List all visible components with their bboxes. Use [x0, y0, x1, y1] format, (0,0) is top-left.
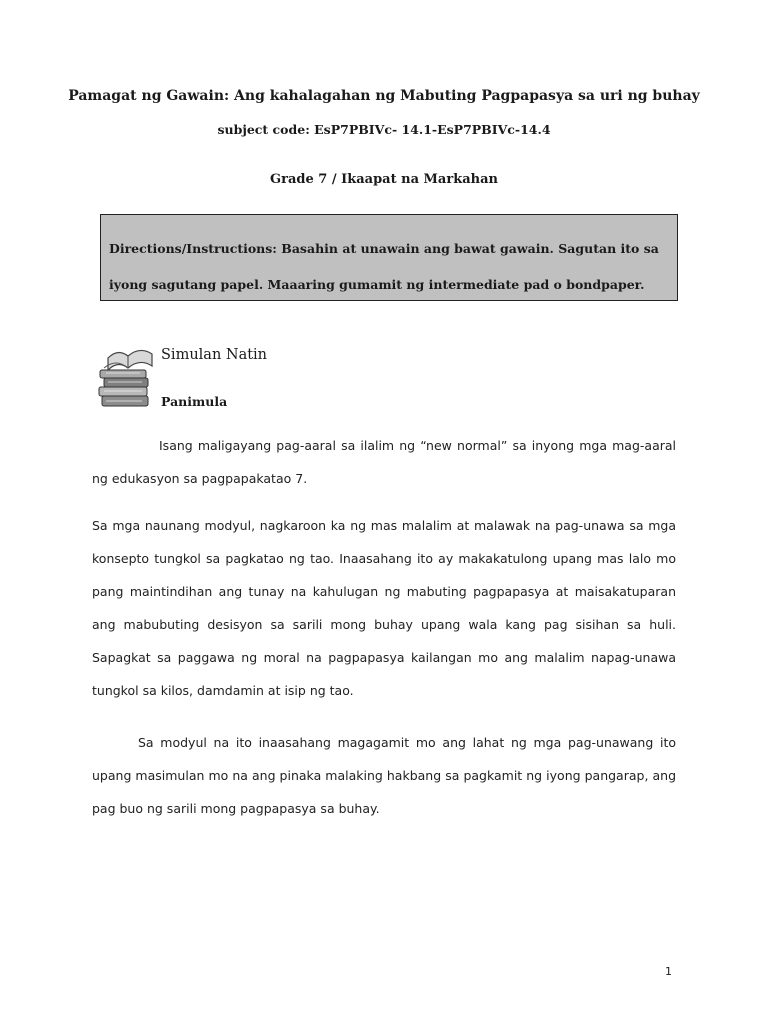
document-title: Pamagat ng Gawain: Ang kahalagahan ng Mabuting Pagpapasya sa uri ng buhay — [68, 88, 700, 104]
paragraph: Isang maligayang pag-aaral sa ilalim ng “new normal” sa inyong mga mag-aaral ng edukasyon sa pagpapakatao 7. — [92, 438, 676, 486]
section-title: Simulan Natin — [161, 347, 268, 363]
subject-code: subject code: EsP7PBIVc- 14.1-EsP7PBIVc-14.4 — [217, 122, 551, 137]
section-subtitle: Panimula — [161, 394, 228, 409]
books-icon — [96, 346, 158, 410]
paragraph: Sa modyul na ito inaasahang magagamit mo ang lahat ng mga pag-unawang ito upang masimulan mo na ang pinaka malaking hakbang sa pagkamit ng iyong pangarap, ang pag buo ng sarili mong pagpapasya sa buhay. — [92, 735, 676, 816]
paragraph: Sa mga naunang modyul, nagkaroon ka ng mas malalim at malawak na pag-unawa sa mga konsepto tungkol sa pagkatao ng tao. Inaasahang ito ay makakatulong upang mas lalo mo pang maintindihan ang tunay na kahulugan ng mabuting pagpapasya at maisakatuparan ang mabubuting desisyon sa sarili mong buhay upang wala kang pag sisihan sa huli. Sapagkat sa paggawa ng moral na pagpapasya kailangan mo ang malalim napag-unawa tungkol sa kilos, damdamin at isip ng tao. — [92, 518, 676, 698]
grade-quarter: Grade 7 / Ikaapat na Markahan — [270, 172, 498, 187]
directions-box: Directions/Instructions: Basahin at unawain ang bawat gawain. Sagutan ito sa iyong sagutang papel. Maaaring gumamit ng intermediate pad o bondpaper. — [100, 214, 678, 301]
page-number: 1 — [665, 965, 672, 978]
